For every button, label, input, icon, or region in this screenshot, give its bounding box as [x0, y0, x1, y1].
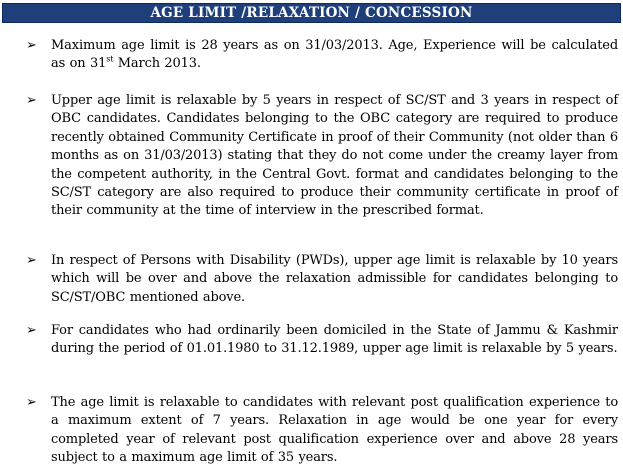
list-item-text — [51, 37, 618, 74]
section-title: AGE LIMIT /RELAXATION / CONCESSION — [150, 5, 473, 21]
arrow-bullet-icon: ➢ — [26, 253, 37, 268]
arrow-bullet-icon: ➢ — [26, 93, 37, 108]
max-age-text: Maximum age limit is 28 years as on 31/03/2013. Age, Experience will be calculated as on 31 — [51, 38, 618, 72]
arrow-bullet-icon: ➢ — [26, 395, 37, 410]
max-age-text-end: March 2013. — [113, 56, 201, 72]
list-item-max-age — [26, 37, 618, 74]
list-item-jammu-kashmir — [26, 322, 618, 359]
list-item-text: The age limit is relaxable to candidates with relevant post qualification experience to a maximum extent of 7 years. Relaxation in age would be one year for every completed year of relevant post qualification experience over and above 28 years subject to a maximum age limit of 35 years. — [51, 395, 618, 466]
list-item-pwd — [26, 252, 618, 307]
arrow-bullet-icon: ➢ — [26, 323, 37, 338]
list-item-sc-st-obc — [26, 92, 618, 221]
list-item-experience — [26, 394, 618, 468]
section-header-bar — [2, 3, 621, 23]
list-item-text: Upper age limit is relaxable by 5 years in respect of SC/ST and 3 years in respect of OBC candidates. Candidates belonging to the OBC category are required to produce recently obtained Community Certificate in proof of their Community (not older than 6 months as on 31/03/2013) stating that they do not come under the creamy layer from the competent authority, in the Central Govt. format and candidates belonging to the SC/ST category are also required to produce their community certificate in proof of their community at the time of interview in the prescribed format. — [51, 93, 618, 219]
list-item-text: In respect of Persons with Disability (PWDs), upper age limit is relaxable by 10 years which will be over and above the relaxation admissible for candidates belonging to SC/ST/OBC mentioned above. — [51, 253, 618, 305]
list-item-text: For candidates who had ordinarily been domiciled in the State of Jammu & Kashmir during the period of 01.01.1980 to 31.12.1989, upper age limit is relaxable by 5 years. — [51, 323, 618, 357]
arrow-bullet-icon: ➢ — [26, 38, 37, 53]
ordinal-suffix: st — [106, 55, 114, 65]
